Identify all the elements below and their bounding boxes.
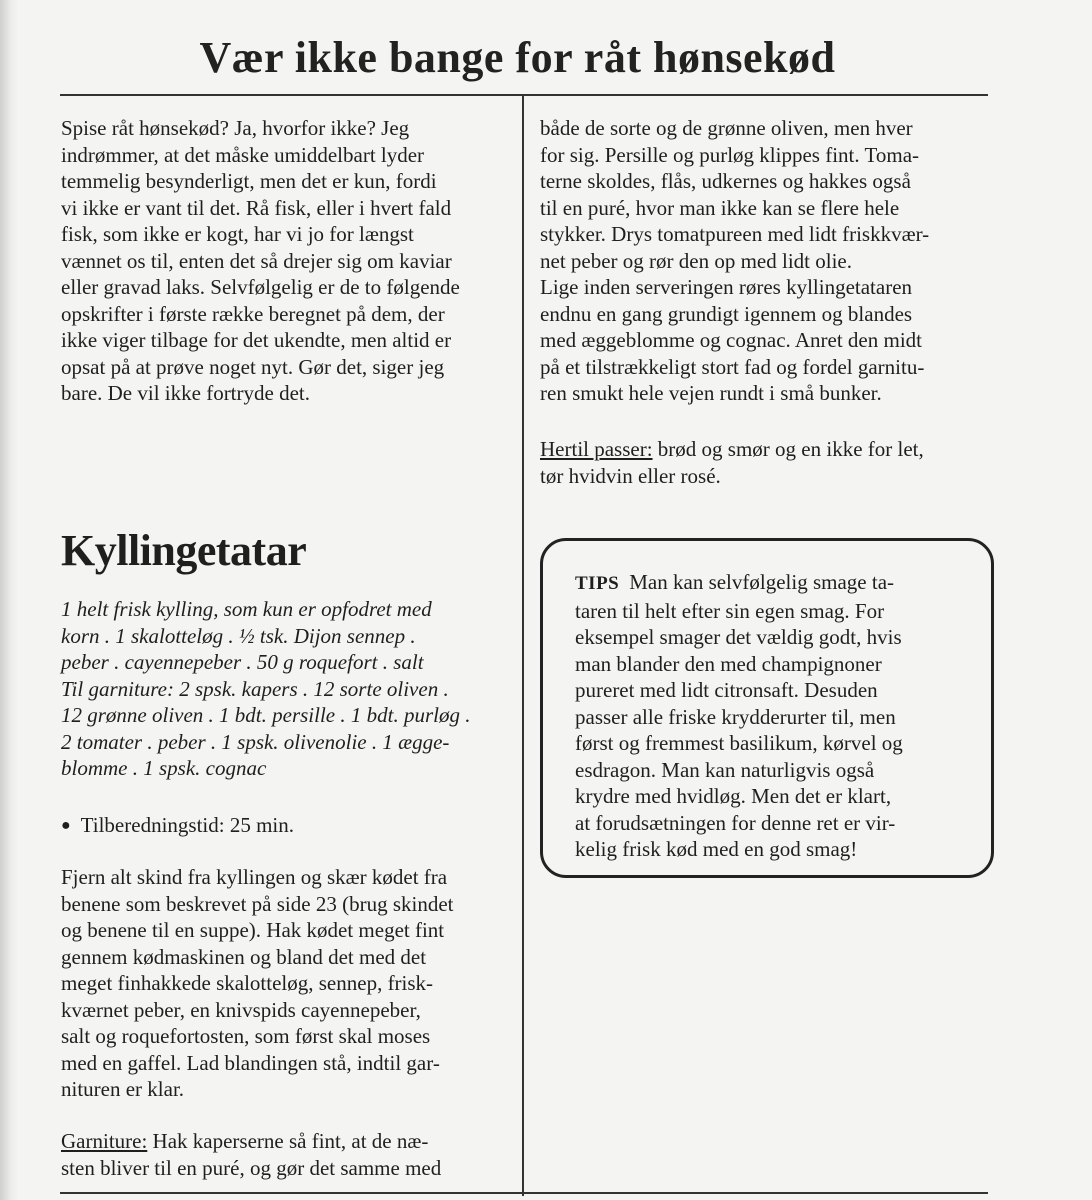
method-line: Fjern alt skind fra kyllingen og skær kødet fra [61, 865, 448, 889]
page-title: Vær ikke bange for råt hønsekød [199, 33, 836, 82]
prep-time-text: Tilberedningstid: 25 min. [80, 813, 294, 837]
recipe-title: Kyllingetatar [61, 526, 307, 575]
intro-line: vi ikke er vant til det. Rå fisk, eller i hvert fald [61, 195, 452, 220]
continuation-line: både de sorte og de grønne oliven, men hver [540, 116, 913, 140]
bottom-rule [60, 1192, 988, 1194]
intro-line: bare. De vil ikke fortryde det. [61, 381, 310, 405]
continuation-paragraph [540, 115, 985, 407]
ingredient-line: 2 tomater . peber . 1 spsk. olivenolie . 1 ægge- [61, 729, 450, 754]
tips-content [575, 569, 967, 863]
method-line: nituren er klar. [61, 1077, 185, 1101]
method-line: benene som beskrevet på side 23 (brug skindet [61, 891, 454, 916]
tips-first-text: Man kan selvfølgelig smage ta- [629, 570, 895, 594]
tips-line: pureret med lidt citronsaft. Desuden [575, 678, 878, 702]
tips-line: at forudsætningen for denne ret er vir- [575, 810, 896, 835]
continuation-line: ren smukt hele vejen rundt i små bunker. [540, 381, 882, 405]
tips-line: esdragon. Man kan naturligvis også [575, 757, 875, 782]
garniture-label: Garniture: [61, 1129, 148, 1153]
top-rule [60, 94, 988, 96]
continuation-line: Lige inden serveringen røres kyllingetataren [540, 275, 913, 299]
ingredient-line: blomme . 1 spsk. cognac [61, 756, 267, 780]
continuation-line: net peber og rør den op med lidt olie. [540, 248, 852, 273]
prep-time [61, 812, 501, 842]
method-line: og benene til en suppe). Hak kødet meget fint [61, 918, 445, 942]
garniture-text-2: sten bliver til en puré, og gør det samme med [61, 1155, 442, 1180]
ingredient-list [61, 596, 501, 782]
pairing-line-1 [540, 436, 985, 463]
ingredient-line: Til garniture: 2 spsk. kapers . 12 sorte oliven . [61, 676, 449, 701]
method-line: kværnet peber, en knivspids cayennepeber, [61, 997, 421, 1022]
pairing-text-2: tør hvidvin eller rosé. [540, 463, 721, 488]
method-line: gennem kødmaskinen og bland det med det [61, 944, 427, 969]
tips-line: krydre med hvidløg. Men det er klart, [575, 784, 892, 808]
tips-label: TIPS [575, 573, 620, 594]
intro-line: temmelig besynderligt, men det er kun, fordi [61, 169, 437, 193]
ingredient-line: korn . 1 skalotteløg . ½ tsk. Dijon sennep . [61, 623, 416, 648]
tips-line: taren til helt efter sin egen smag. For [575, 598, 885, 623]
tips-line: eksempel smager det vældig godt, hvis [575, 625, 902, 649]
tips-line-first [575, 569, 967, 598]
garniture-text-1: Hak kaperserne så fint, at de næ- [147, 1129, 429, 1153]
pairing-text-1: brød og smør og en ikke for let, [652, 437, 924, 461]
continuation-line: endnu en gang grundigt igennem og blandes [540, 301, 913, 326]
continuation-line: med æggeblomme og cognac. Anret den midt [540, 328, 922, 352]
tips-line: kelig frisk kød med en god smag! [575, 837, 858, 861]
page-edge-shadow [0, 0, 18, 1200]
ingredient-line: 1 helt frisk kylling, som kun er opfodret med [61, 597, 432, 621]
intro-line: Spise råt hønsekød? Ja, hvorfor ikke? Jeg [61, 116, 410, 140]
continuation-line: stykker. Drys tomatpureen med lidt friskkvær- [540, 222, 930, 246]
intro-line: fisk, som ikke er kogt, har vi jo for længst [61, 222, 414, 246]
intro-line: eller gravad laks. Selvfølgelig er de to følgende [61, 275, 460, 299]
method-line: med en gaffel. Lad blandingen stå, indtil gar- [61, 1050, 440, 1075]
intro-paragraph [61, 115, 501, 407]
method-paragraph [61, 864, 501, 1103]
ingredient-line: peber . cayennepeber . 50 g roquefort . salt [61, 650, 424, 674]
garniture-paragraph [61, 1128, 501, 1181]
intro-line: vænnet os til, enten det så drejer sig om kaviar [61, 248, 452, 273]
continuation-line: for sig. Persille og purløg klippes fint. Toma- [540, 142, 920, 167]
bullet-icon: ● [61, 817, 71, 834]
ingredient-line: 12 grønne oliven . 1 bdt. persille . 1 bdt. purløg . [61, 703, 471, 727]
method-line: salt og roquefortosten, som først skal moses [61, 1024, 431, 1048]
continuation-line: til en puré, hvor man ikke kan se flere hele [540, 195, 900, 220]
intro-line: ikke viger tilbage for det ukendte, men altid er [61, 328, 452, 352]
column-divider [522, 96, 524, 1196]
tips-line: man blander den med champignoner [575, 651, 882, 676]
pairing-paragraph [540, 436, 985, 489]
tips-line: passer alle friske krydderurter til, men [575, 704, 896, 729]
tips-line: først og fremmest basilikum, kørvel og [575, 731, 903, 755]
intro-line: opsat på at prøve noget nyt. Gør det, siger jeg [61, 354, 445, 379]
intro-line: opskrifter i første række beregnet på dem, der [61, 301, 445, 326]
pairing-label: Hertil passer: [540, 437, 653, 461]
continuation-line: terne skoldes, flås, udkernes og hakkes også [540, 169, 911, 193]
tips-box [540, 538, 994, 878]
continuation-line: på et tilstrækkeligt stort fad og fordel garnitu- [540, 354, 925, 379]
intro-line: indrømmer, at det måske umiddelbart lyder [61, 142, 425, 167]
method-line: meget finhakkede skalotteløg, sennep, frisk- [61, 971, 434, 995]
garniture-line-1 [61, 1128, 501, 1155]
